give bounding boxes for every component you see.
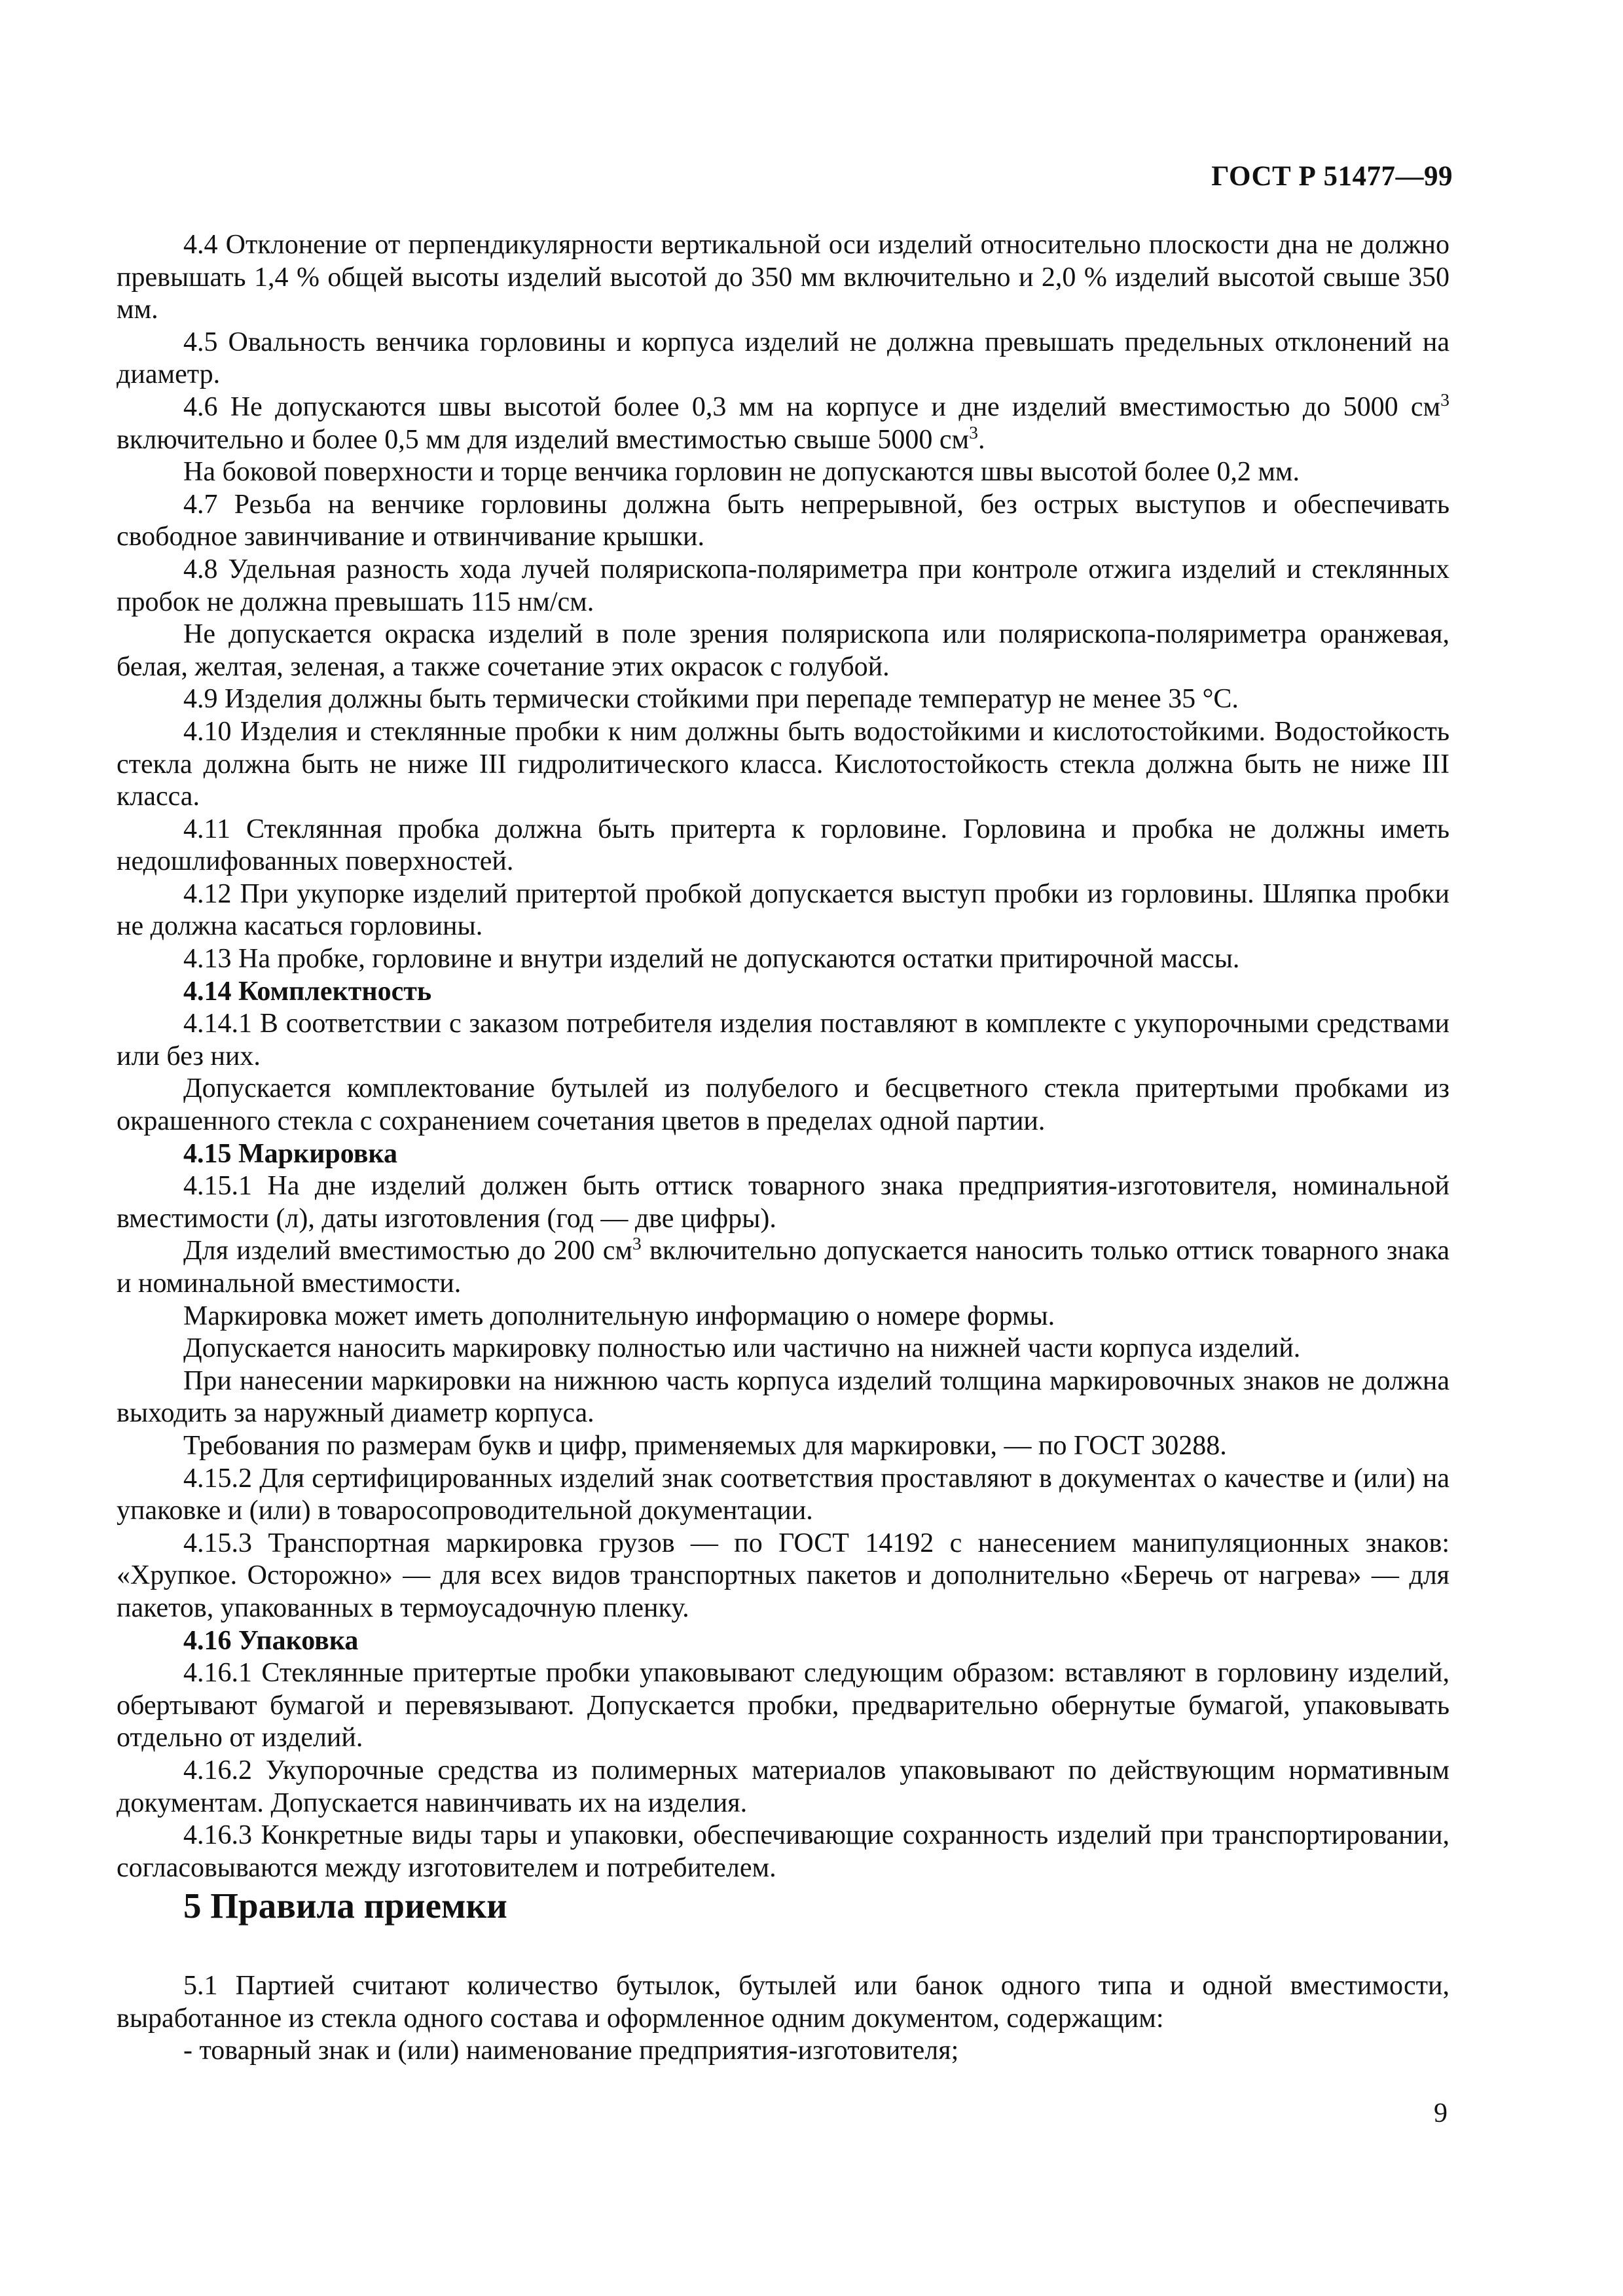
clause-4-16-2: 4.16.2 Укупорочные средства из полимерных материалов упаковывают по действующим нормативным документам. Допускается навинчивать их на изделия.: [117, 1755, 1450, 1818]
clause-4-9: 4.9 Изделия должны быть термически стойкими при перепаде температур не менее 35 °С.: [183, 684, 1239, 715]
clause-4-15-1-note: [117, 1235, 1450, 1300]
clause-5-1: 5.1 Партией считают количество бутылок, бутылей или банок одного типа и одной вместимости, выработанное из стекла одного состава и оформленное одним документом, содержащим:: [117, 1971, 1450, 2034]
clause-4-8-note: Не допускается окраска изделий в поле зрения полярископа или полярископа-поляриметра оранжевая, белая, желтая, зеленая, а также сочетание этих окрасок с голубой.: [117, 619, 1450, 682]
clause-5-1-item: - товарный знак и (или) наименование предприятия-изготовителя;: [183, 2036, 959, 2066]
subheading-4-14: 4.14 Комплектность: [183, 976, 432, 1007]
clause-4-6-note: На боковой поверхности и торце венчика горловин не допускаются швы высотой более 0,2 мм.: [183, 457, 1300, 488]
clause-4-15-2: 4.15.2 Для сертифицированных изделий знак соответствия проставляют в документах о качестве и (или) на упаковке и (или) в товаросопроводительной документации.: [117, 1463, 1450, 1526]
subheading-4-16: 4.16 Упаковка: [183, 1625, 359, 1656]
clause-4-7: 4.7 Резьба на венчике горловины должна быть непрерывной, без острых выступов и обеспечивать свободное завинчивание и отвинчивание крышки.: [117, 489, 1450, 552]
clause-text: 4.6 Не допускаются швы высотой более 0,3 мм на корпусе и дне изделий вместимостью до 5000 см: [183, 391, 1441, 422]
page-number: 9: [1434, 2098, 1448, 2128]
clause-4-15-1-sizes: Требования по размерам букв и цифр, применяемых для маркировки, — по ГОСТ 30288.: [183, 1430, 1227, 1461]
clause-4-16-1: 4.16.1 Стеклянные притертые пробки упаковывают следующим образом: вставляют в горловину изделий, обертывают бумагой и перевязывают. Допускается пробки, предварительно обернутые бумагой, упаковывать отдельно от изделий.: [117, 1658, 1450, 1753]
superscript: 3: [632, 1233, 642, 1254]
clause-4-13: 4.13 На пробке, горловине и внутри изделий не допускаются остатки притирочной массы.: [183, 944, 1240, 975]
clause-text: включительно и более 0,5 мм для изделий вместимостью свыше 5000 см: [117, 424, 970, 455]
clause-4-12: 4.12 При укупорке изделий притертой пробкой допускается выступ пробки из горловины. Шляпка пробки не должна касаться горловины.: [117, 878, 1450, 942]
clause-4-5: 4.5 Овальность венчика горловины и корпуса изделий не должна превышать предельных отклонений на диаметр.: [117, 327, 1450, 390]
section-4-body: [117, 229, 1450, 1884]
clause-4-15-1-body-marking: Допускается наносить маркировку полностью или частично на нижней части корпуса изделий.: [183, 1333, 1301, 1364]
subheading-4-15: 4.15 Маркировка: [183, 1138, 397, 1169]
section-5-title: 5 Правила приемки: [183, 1886, 507, 1926]
clause-4-8: 4.8 Удельная разность хода лучей полярископа-поляриметра при контроле отжига изделий и стеклянных пробок не должна превышать 115 нм/см.: [117, 554, 1450, 617]
superscript: 3: [1440, 389, 1450, 410]
clause-text: включительно допускается наносить только оттиск товарного знака и номинальной вместимости.: [117, 1236, 1450, 1299]
clause-4-15-3: 4.15.3 Транспортная маркировка грузов — по ГОСТ 14192 с нанесением манипуляционных знаков: «Хрупкое. Осторожно» — для всех видов транспортных пакетов и дополнительно «Беречь от нагрева» — для пакетов, упакованных в термоусадочную пленку.: [117, 1528, 1450, 1623]
clause-4-6: [117, 391, 1450, 456]
clause-4-15-1: 4.15.1 На дне изделий должен быть оттиск товарного знака предприятия-изготовителя, номинальной вместимости (л), даты изготовления (год — две цифры).: [117, 1171, 1450, 1234]
clause-4-16-3: 4.16.3 Конкретные виды тары и упаковки, обеспечивающие сохранность изделий при транспортировании, согласовываются между изготовителем и потребителем.: [117, 1820, 1450, 1883]
clause-4-15-1-form: Маркировка может иметь дополнительную информацию о номере формы.: [183, 1300, 1055, 1331]
clause-4-14-1-note: Допускается комплектование бутылей из полубелого и бесцветного стекла притертыми пробками из окрашенного стекла с сохранением сочетания цветов в пределах одной партии.: [117, 1073, 1450, 1137]
clause-4-4: 4.4 Отклонение от перпендикулярности вертикальной оси изделий относительно плоскости дна не должно превышать 1,4 % общей высоты изделий высотой до 350 мм включительно и 2,0 % изделий высотой свыше 350 мм.: [117, 230, 1450, 325]
document-id-header: ГОСТ Р 51477—99: [1211, 161, 1453, 192]
superscript: 3: [969, 422, 978, 442]
clause-4-15-1-thickness: При нанесении маркировки на нижнюю часть корпуса изделий толщина маркировочных знаков не должна выходить за наружный диаметр корпуса.: [117, 1365, 1450, 1429]
clause-text: Для изделий вместимостью до 200 см: [183, 1236, 632, 1266]
section-5-body: [117, 1970, 1450, 2068]
clause-4-11: 4.11 Стеклянная пробка должна быть притерта к горловине. Горловина и пробка не должны иметь недошлифованных поверхностей.: [117, 814, 1450, 877]
clause-text: .: [977, 424, 985, 455]
clause-4-10: 4.10 Изделия и стеклянные пробки к ним должны быть водостойкими и кислотостойкими. Водостойкость стекла должна быть не ниже III гидролитического класса. Кислотостойкость стекла должна быть не ниже III класса.: [117, 716, 1450, 812]
clause-4-14-1: 4.14.1 В соответствии с заказом потребителя изделия поставляют в комплекте с укупорочными средствами или без них.: [117, 1009, 1450, 1071]
